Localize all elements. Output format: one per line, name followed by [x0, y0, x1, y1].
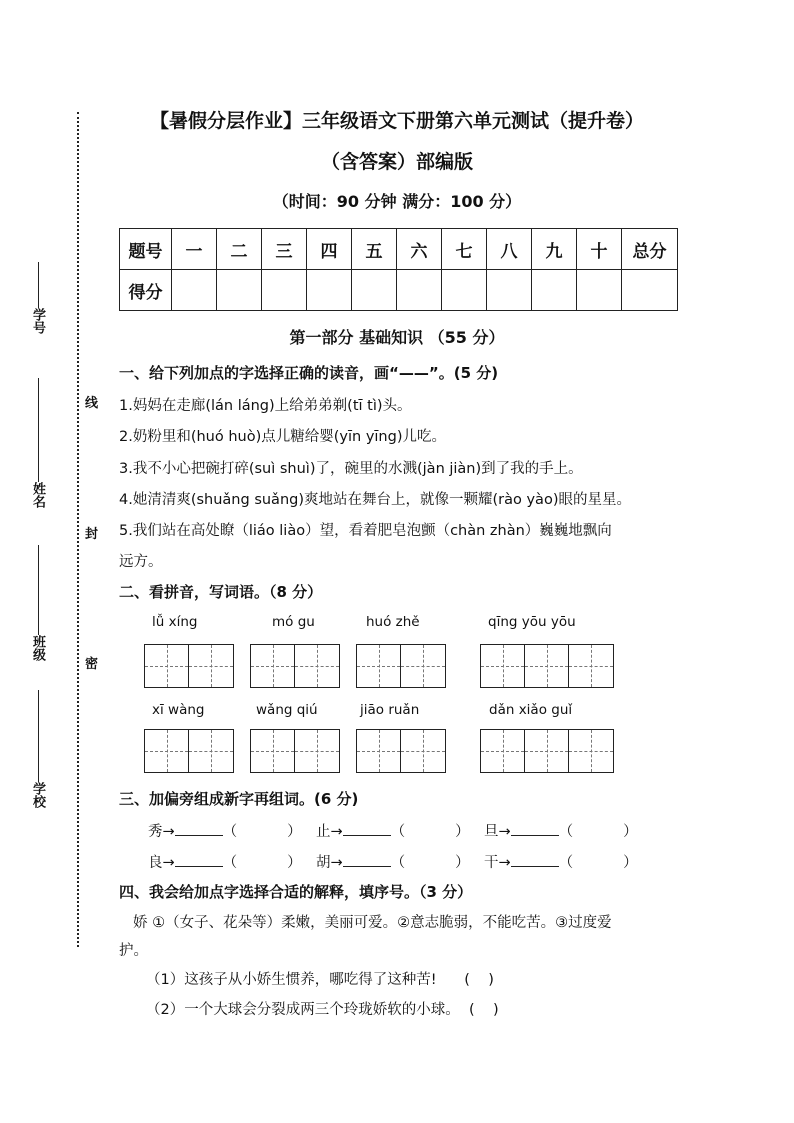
- paren-close: ）: [455, 824, 470, 840]
- paren-close: ）: [623, 855, 638, 871]
- writing-grid[interactable]: [480, 729, 614, 773]
- writing-grid[interactable]: [356, 644, 446, 688]
- radical-char: 干→: [484, 855, 511, 871]
- col-header: 一: [172, 229, 217, 270]
- q4-definition: 娇 ①（女子、花朵等）柔嫩，美丽可爱。②意志脆弱，不能吃苦。③过度爱: [133, 915, 612, 931]
- col-header: 十: [577, 229, 622, 270]
- radical-item: [148, 851, 302, 872]
- paren-open: （: [558, 824, 574, 840]
- part1-heading: 第一部分 基础知识 （55 分）: [289, 328, 505, 347]
- score-cell[interactable]: [262, 270, 307, 311]
- score-cell[interactable]: [487, 270, 532, 311]
- paren-open: （: [390, 855, 406, 871]
- score-cell[interactable]: [172, 270, 217, 311]
- q1-item: 3.我不小心把碗打碎(suì shuì)了，碗里的水溅(jàn jiàn)到了我的手上。: [119, 461, 583, 477]
- paren-open: （: [558, 855, 574, 871]
- pinyin-label: xī wàng: [152, 702, 205, 718]
- paren-close: ）: [455, 855, 470, 871]
- col-header: 六: [397, 229, 442, 270]
- answer-blank[interactable]: [511, 852, 559, 867]
- paren-close: ）: [287, 855, 302, 871]
- pinyin-label: mó gu: [272, 614, 315, 630]
- answer-blank[interactable]: [343, 852, 391, 867]
- radical-item: [148, 820, 302, 841]
- q1-item-cont: 远方。: [119, 554, 163, 570]
- col-header: 四: [307, 229, 352, 270]
- row-label-question: 题号: [120, 229, 172, 270]
- answer-blank[interactable]: [175, 852, 223, 867]
- col-header: 五: [352, 229, 397, 270]
- pinyin-label: dǎn xiǎo guǐ: [489, 702, 573, 718]
- pinyin-label: wǎng qiú: [256, 702, 318, 718]
- class-field[interactable]: [38, 545, 39, 635]
- score-cell[interactable]: [307, 270, 352, 311]
- q4-heading: 四、我会给加点字选择合适的解释，填序号。（3 分）: [119, 883, 473, 901]
- paren-open: （: [222, 824, 238, 840]
- score-cell[interactable]: [442, 270, 487, 311]
- radical-item: [316, 820, 470, 841]
- row-label-score: 得分: [120, 270, 172, 311]
- score-value-row: [120, 270, 678, 311]
- radical-item: [316, 851, 470, 872]
- writing-grid[interactable]: [250, 644, 340, 688]
- student-name-label: 姓名: [30, 482, 45, 508]
- q1-item: 1.妈妈在走廊(lán láng)上给弟弟剃(tī tì)头。: [119, 398, 412, 414]
- margin-char-line: 线: [85, 396, 99, 411]
- q1-item: 2.奶粉里和(huó huò)点儿糖给婴(yīn yīng)儿吃。: [119, 429, 446, 445]
- radical-char: 良→: [148, 855, 175, 871]
- col-header: 八: [487, 229, 532, 270]
- student-number-label: 学号: [30, 308, 45, 334]
- q2-heading: 二、看拼音，写词语。（8 分）: [119, 583, 323, 601]
- radical-item: [484, 851, 638, 872]
- score-cell[interactable]: [217, 270, 262, 311]
- school-field[interactable]: [38, 690, 39, 782]
- paren-open: （: [222, 855, 238, 871]
- paren-open: （: [390, 824, 406, 840]
- writing-grid[interactable]: [250, 729, 340, 773]
- col-header: 九: [532, 229, 577, 270]
- writing-grid[interactable]: [144, 729, 234, 773]
- score-cell[interactable]: [577, 270, 622, 311]
- writing-grid[interactable]: [356, 729, 446, 773]
- radical-char: 止→: [316, 824, 343, 840]
- q3-heading: 三、加偏旁组成新字再组词。(6 分): [119, 790, 359, 808]
- score-cell-total[interactable]: [622, 270, 678, 311]
- writing-grid[interactable]: [144, 644, 234, 688]
- binding-dotted-line: [77, 112, 79, 947]
- margin-char-dense: 密: [85, 657, 99, 672]
- page-subtitle: （含答案）部编版: [320, 151, 473, 173]
- pinyin-label: huó zhě: [366, 614, 420, 630]
- writing-grid[interactable]: [480, 644, 614, 688]
- q4-definition-cont: 护。: [119, 943, 148, 959]
- pinyin-label: jiāo ruǎn: [360, 702, 420, 718]
- score-header-row: [120, 229, 678, 270]
- score-cell[interactable]: [532, 270, 577, 311]
- score-cell[interactable]: [397, 270, 442, 311]
- col-header: 七: [442, 229, 487, 270]
- col-header: 二: [217, 229, 262, 270]
- radical-item: [484, 820, 638, 841]
- answer-blank[interactable]: [511, 821, 559, 836]
- col-header-total: 总分: [622, 229, 678, 270]
- paren-close: ）: [623, 824, 638, 840]
- student-name-field[interactable]: [38, 378, 39, 482]
- q4-sub-question: （1）这孩子从小娇生惯养，哪吃得了这种苦! ( ): [146, 972, 494, 988]
- pinyin-label: lǚ xíng: [152, 614, 198, 630]
- q1-heading: 一、给下列加点的字选择正确的读音，画“——”。(5 分): [119, 364, 499, 382]
- page-title: 【暑假分层作业】三年级语文下册第六单元测试（提升卷）: [149, 110, 644, 132]
- q1-item: 5.我们站在高处瞭（liáo liào）望，看着肥皂泡颤（chàn zhàn）巍巍地飘向: [119, 523, 612, 539]
- answer-blank[interactable]: [343, 821, 391, 836]
- radical-char: 秀→: [148, 824, 175, 840]
- pinyin-label: qīng yōu yōu: [488, 614, 576, 630]
- q1-item: 4.她清清爽(shuǎng suǎng)爽地站在舞台上，就像一颗耀(rào yào)眼的星星。: [119, 492, 631, 508]
- margin-char-seal: 封: [85, 527, 99, 542]
- time-info: （时间：90 分钟 满分：100 分）: [272, 192, 522, 211]
- student-number-field[interactable]: [38, 262, 39, 308]
- answer-blank[interactable]: [175, 821, 223, 836]
- radical-char: 旦→: [484, 824, 511, 840]
- radical-char: 胡→: [316, 855, 343, 871]
- score-cell[interactable]: [352, 270, 397, 311]
- score-table: [119, 228, 678, 311]
- q4-sub-question: （2）一个大球会分裂成两三个玲珑娇软的小球。 ( ): [146, 1002, 499, 1018]
- paren-close: ）: [287, 824, 302, 840]
- col-header: 三: [262, 229, 307, 270]
- class-label: 班级: [30, 635, 45, 661]
- school-label: 学校: [30, 782, 45, 808]
